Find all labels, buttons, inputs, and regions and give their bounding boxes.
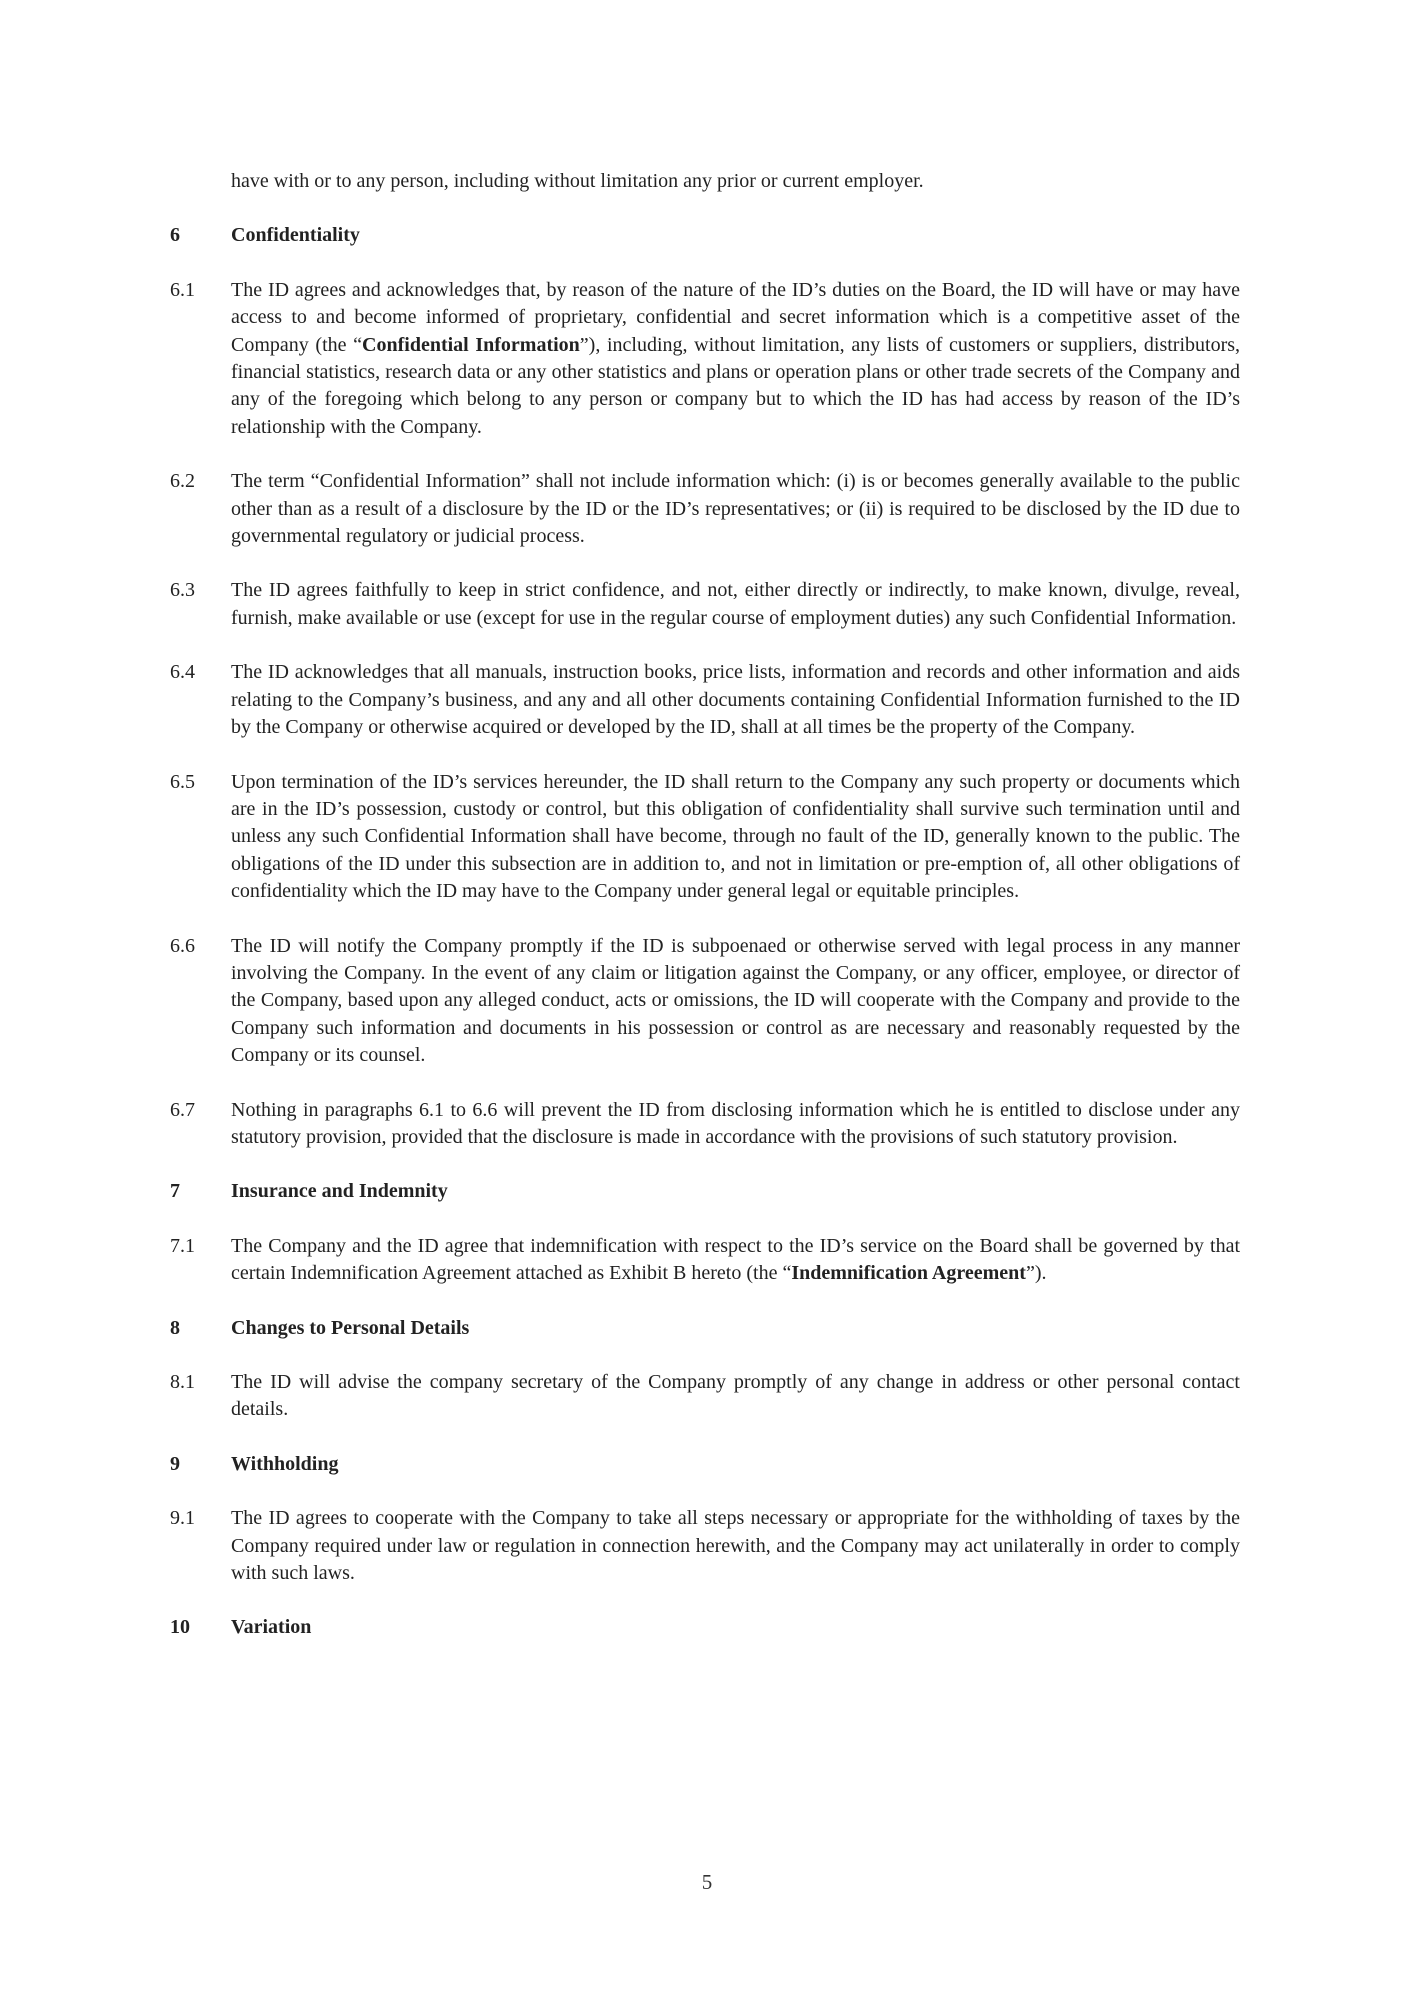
section-number: 8 <box>170 1316 180 1339</box>
clause-number: 7.1 <box>170 1234 195 1257</box>
document-body <box>170 168 1240 1669</box>
section-heading-10 <box>170 1614 1240 1641</box>
clause-6-7 <box>170 1097 1240 1152</box>
clause-number: 6.3 <box>170 579 195 602</box>
clause-6-6 <box>170 933 1240 1070</box>
clause-text <box>231 1233 1240 1288</box>
clause-6-5 <box>170 769 1240 906</box>
clause-6-4 <box>170 659 1240 741</box>
section-title: Confidentiality <box>231 224 360 247</box>
section-heading-7 <box>170 1178 1240 1205</box>
clause-6-2 <box>170 468 1240 550</box>
clause-text: The ID will advise the company secretary of the Company promptly of any change in address or other personal contact details. <box>231 1371 1240 1421</box>
section-title: Variation <box>231 1616 312 1639</box>
clause-text <box>231 277 1240 441</box>
clause-7-1 <box>170 1233 1240 1288</box>
clause-number: 6.6 <box>170 934 195 957</box>
clause-text: The term “Confidential Information” shall not include information which: (i) is or becomes generally available to the public other than as a result of a disclosure by the ID or the ID’s representatives; or (ii) is required to be disclosed by the ID due to governmental regulatory or judicial process. <box>231 470 1240 548</box>
section-heading-9 <box>170 1451 1240 1478</box>
section-title: Withholding <box>231 1452 339 1475</box>
section-number: 10 <box>170 1616 190 1639</box>
clause-text: The ID agrees to cooperate with the Company to take all steps necessary or appropriate for the withholding of taxes by the Company required under law or regulation in connection herewith, and the Company may act unilaterally in order to comply with such laws. <box>231 1507 1240 1585</box>
clause-text-part: ”), including, without limitation, any lists of customers or suppliers, distributors, financial statistics, research data or any other statistics and plans or operation plans or other trade secrets of the Company and any of the foregoing which belong to any person or company but to which the ID has had access by reason of the ID’s relationship with the Company. <box>231 333 1241 438</box>
clause-number: 8.1 <box>170 1371 195 1393</box>
clause-number: 6.4 <box>170 661 195 684</box>
clause-number: 6.7 <box>170 1098 195 1121</box>
clause-text: The ID acknowledges that all manuals, instruction books, price lists, information and records and other information and aids relating to the Company’s business, and any and all other documents containing Confidential Information furnished to the ID by the Company or otherwise acquired or developed by the ID, shall at all times be the property of the Company. <box>231 661 1240 739</box>
clause-6-1 <box>170 277 1240 441</box>
clause-text-part: ”). <box>1025 1262 1047 1285</box>
continuation-text: have with or to any person, including without limitation any prior or current employer. <box>231 170 924 192</box>
defined-term-confidential-information: Confidential Information <box>362 333 580 356</box>
clause-number: 9.1 <box>170 1507 195 1530</box>
clause-8-1 <box>170 1369 1240 1424</box>
clause-9-1 <box>170 1505 1240 1587</box>
clause-text: Nothing in paragraphs 6.1 to 6.6 will prevent the ID from disclosing information which he is entitled to disclose under any statutory provision, provided that the disclosure is made in accordance with the provisions of such statutory provision. <box>231 1098 1240 1148</box>
section-number: 6 <box>170 224 180 247</box>
clause-text: Upon termination of the ID’s services hereunder, the ID shall return to the Company any such property or documents which are in the ID’s possession, custody or control, but this obligation of confidentiality shall survive such termination until and unless any such Confidential Information shall have become, through no fault of the ID, generally known to the public. The obligations of the ID under this subsection are in addition to, and not in limitation or pre-emption of, all other obligations of confidentiality which the ID may have to the Company under general legal or equitable principles. <box>231 770 1240 903</box>
section-title: Insurance and Indemnity <box>231 1180 448 1203</box>
section-number: 7 <box>170 1180 180 1203</box>
clause-6-3 <box>170 577 1240 632</box>
clause-number: 6.1 <box>170 278 195 301</box>
clause-number: 6.2 <box>170 470 195 493</box>
clause-text: The ID will notify the Company promptly if the ID is subpoenaed or otherwise served with legal process in any manner involving the Company. In the event of any claim or litigation against the Company, or any officer, employee, or director of the Company, based upon any alleged conduct, acts or omissions, the ID will cooperate with the Company and provide to the Company such information and documents in his possession or control as are necessary and reasonably requested by the Company or its counsel. <box>231 934 1240 1067</box>
page-number: 5 <box>701 1870 713 1894</box>
section-heading-8 <box>170 1315 1240 1342</box>
clause-text-part: The Company and the ID agree that indemnification with respect to the ID’s service on the Board shall be governed by that certain Indemnification Agreement attached as Exhibit B hereto (the “ <box>231 1234 1240 1285</box>
section-heading-6 <box>170 222 1240 249</box>
section-title: Changes to Personal Details <box>231 1316 470 1339</box>
clause-text-part: The ID agrees and acknowledges that, by reason of the nature of the ID’s duties on the Board, the ID will have or may have access to and become informed of proprietary, confidential and secret information which is a competitive asset of the Company (the “ <box>231 278 1240 356</box>
continuation-paragraph <box>170 168 1240 195</box>
defined-term-indemnification-agreement: Indemnification Agreement <box>791 1262 1026 1285</box>
clause-text: The ID agrees faithfully to keep in strict confidence, and not, either directly or indirectly, to make known, divulge, reveal, furnish, make available or use (except for use in the regular course of employment duties) any such Confidential Information. <box>231 579 1240 629</box>
section-number: 9 <box>170 1452 180 1475</box>
clause-number: 6.5 <box>170 770 195 793</box>
